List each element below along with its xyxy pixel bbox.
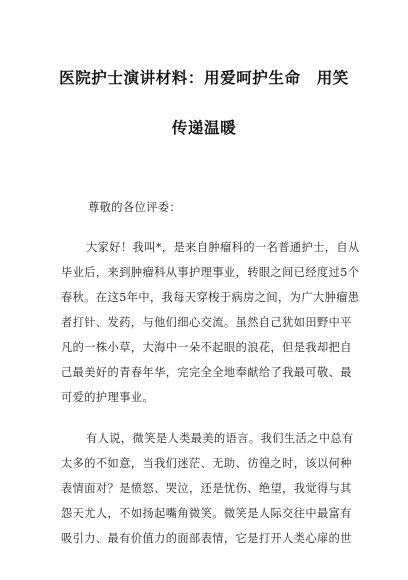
paragraph-1-line: 己最美好的青春年华，完完全全地奉献给了我最可敬、最 bbox=[61, 366, 352, 379]
document-title-line-2: 传递温暖 bbox=[171, 119, 237, 137]
paragraph-2-line: 表情面对？是愤怒、哭泣，还是忧伤、绝望，我觉得与其 bbox=[61, 482, 352, 495]
paragraph-2-line: 吸引力、最有价值力的面部表情，它是打开人类心扉的世 bbox=[61, 532, 352, 545]
paragraph-1-line: 大家好！我叫*，是来自肿瘤科的一名普通护士，自从 bbox=[86, 241, 360, 254]
paragraph-1-line: 春秋。在这5年中，我每天穿梭于病房之间，为广大肿瘤患 bbox=[61, 291, 360, 304]
document-title-line-1: 医院护士演讲材料：用爱呵护生命 用笑 bbox=[59, 69, 349, 87]
paragraph-1-line: 可爱的护理事业。 bbox=[61, 391, 155, 404]
paragraph-2-line: 有人说，微笑是人类最美的语言。我们生活之中总有 bbox=[86, 432, 354, 445]
salutation: 尊敬的各位评委： bbox=[88, 201, 182, 214]
paragraph-2-line: 怨天尤人，不如扬起嘴角微笑。微笑是人际交往中最富有 bbox=[61, 507, 352, 520]
paragraph-2-line: 太多的不如意，当我们迷茫、无助、彷徨之时，该以何种 bbox=[61, 457, 352, 470]
paragraph-1-line: 毕业后，来到肿瘤科从事护理事业，转眼之间已经度过5个 bbox=[61, 266, 360, 279]
paragraph-1-line: 凡的一株小草，大海中一朵不起眼的浪花，但是我却把自 bbox=[61, 341, 352, 354]
paragraph-1-line: 者打针、发药，与他们细心交流。虽然自己犹如田野中平 bbox=[61, 316, 352, 329]
